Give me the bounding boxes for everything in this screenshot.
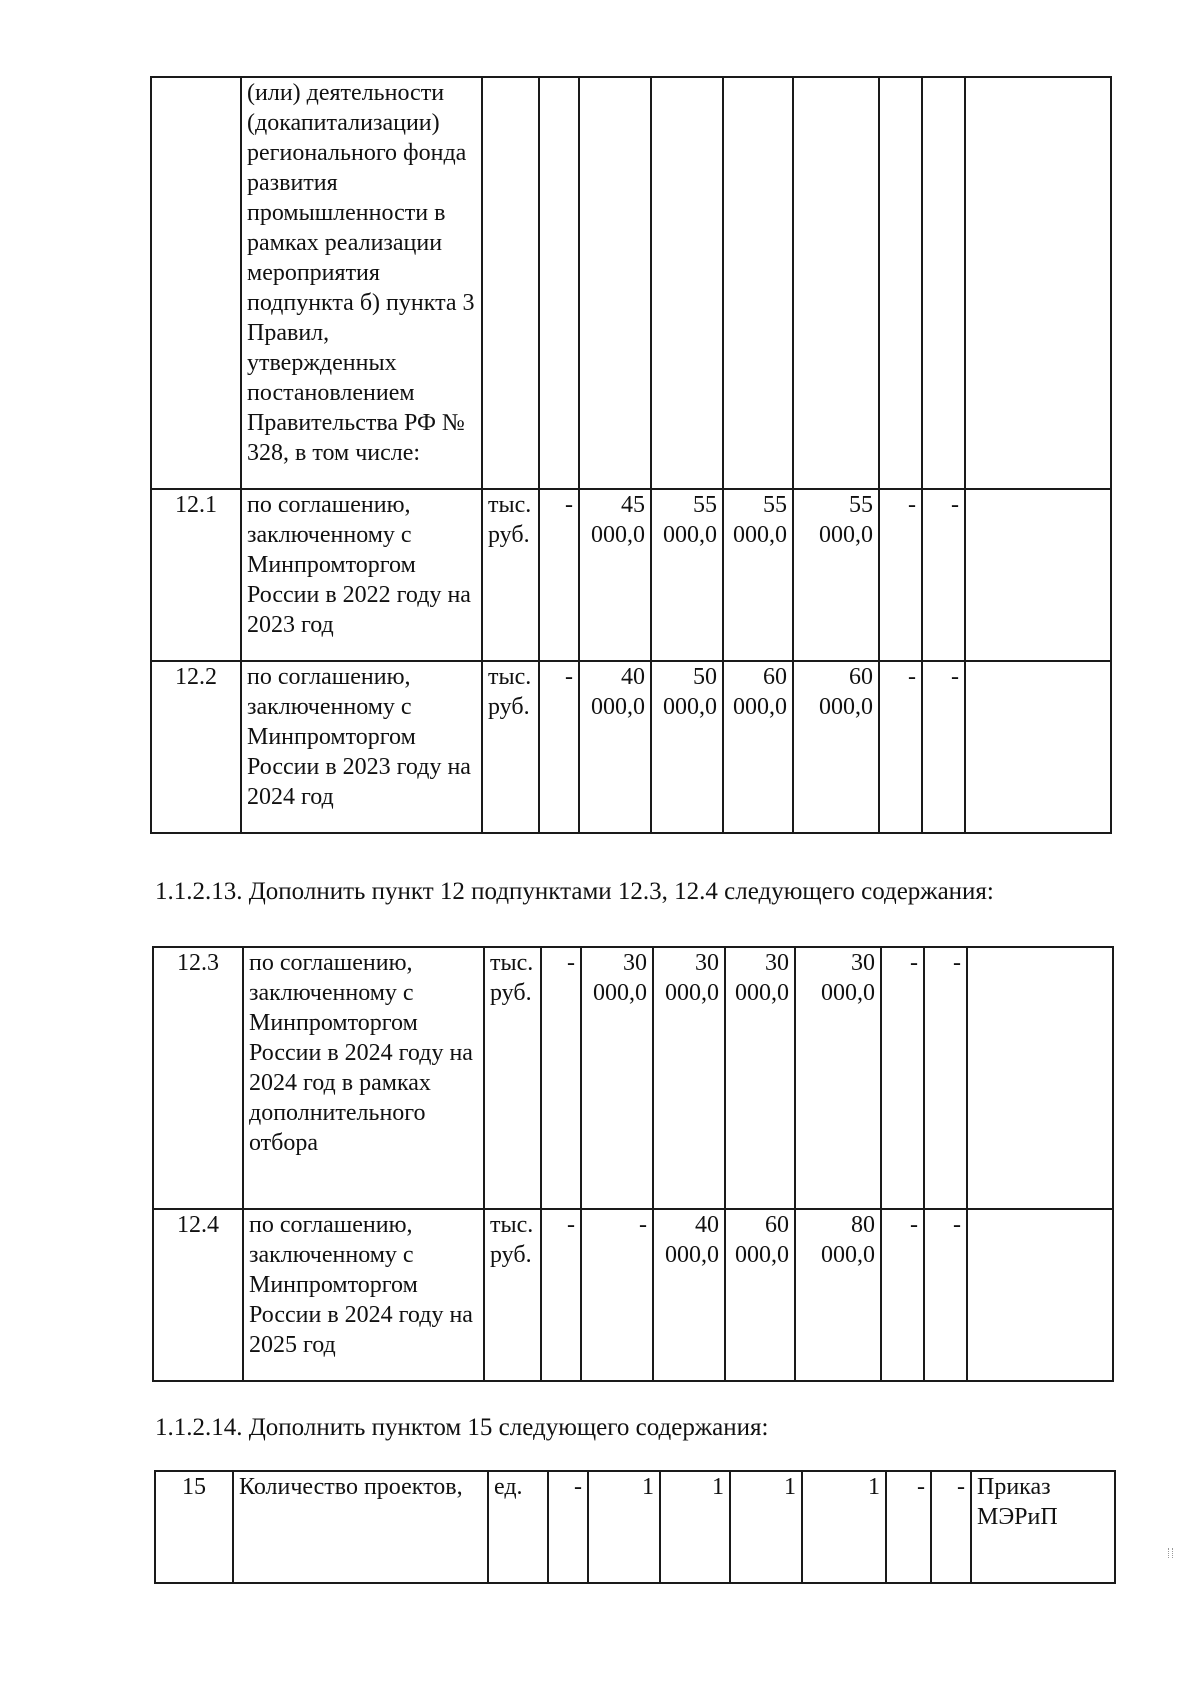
table-row <box>153 947 1113 1209</box>
row-number: 12.2 <box>151 661 241 833</box>
value-cell <box>579 77 651 489</box>
source-cell <box>967 1209 1113 1381</box>
indicator-name: по соглашению, заключенному с Минпромторгом России в 2024 году на 2024 год в рамках дополнительного отбора <box>243 947 484 1209</box>
value-col-4: 1 <box>730 1471 802 1583</box>
scan-edge-mark <box>1168 1548 1173 1558</box>
indicators-table-continued <box>150 76 1112 834</box>
value-col-6: - <box>886 1471 931 1583</box>
amendment-paragraph-1213: 1.1.2.13. Дополнить пункт 12 подпунктами 12.3, 12.4 следующего содержания: <box>155 878 994 905</box>
value-col-4: 55 000,0 <box>723 489 793 661</box>
source-cell <box>967 947 1113 1209</box>
indicator-name: по соглашению, заключенному с Минпромторгом России в 2024 году на 2025 год <box>243 1209 484 1381</box>
unit: тыс. руб. <box>484 1209 541 1381</box>
indicators-table-12-3-12-4 <box>152 946 1114 1382</box>
value-col-6: - <box>881 1209 924 1381</box>
unit: тыс. руб. <box>482 661 539 833</box>
source-cell <box>965 77 1111 489</box>
value-col-7: - <box>924 947 967 1209</box>
value-col-1: - <box>548 1471 588 1583</box>
value-col-3: 55 000,0 <box>651 489 723 661</box>
amendment-paragraph-1214: 1.1.2.14. Дополнить пунктом 15 следующего содержания: <box>155 1414 769 1441</box>
source-cell <box>965 661 1111 833</box>
source-cell <box>965 489 1111 661</box>
value-col-6: - <box>881 947 924 1209</box>
value-col-7: - <box>924 1209 967 1381</box>
value-cell <box>651 77 723 489</box>
value-col-3: 40 000,0 <box>653 1209 725 1381</box>
value-cell <box>793 77 879 489</box>
value-col-7: - <box>922 661 965 833</box>
source-document: Приказ МЭРиП <box>971 1471 1115 1583</box>
table-row <box>153 1209 1113 1381</box>
value-cell <box>723 77 793 489</box>
indicator-name: Количество проектов, <box>233 1471 488 1583</box>
value-col-3: 30 000,0 <box>653 947 725 1209</box>
value-col-4: 60 000,0 <box>723 661 793 833</box>
value-col-6: - <box>879 661 922 833</box>
value-col-5: 55 000,0 <box>793 489 879 661</box>
value-cell <box>922 77 965 489</box>
row-number: 15 <box>155 1471 233 1583</box>
row-number: 12.3 <box>153 947 243 1209</box>
unit-cell <box>482 77 539 489</box>
indicator-name: по соглашению, заключенному с Минпромторгом России в 2022 году на 2023 год <box>241 489 482 661</box>
value-col-4: 60 000,0 <box>725 1209 795 1381</box>
unit: тыс. руб. <box>484 947 541 1209</box>
value-col-1: - <box>539 661 579 833</box>
value-col-2: 1 <box>588 1471 660 1583</box>
row-number: 12.4 <box>153 1209 243 1381</box>
value-col-2: 30 000,0 <box>581 947 653 1209</box>
unit: тыс. руб. <box>482 489 539 661</box>
indicator-name: по соглашению, заключенному с Минпромторгом России в 2023 году на 2024 год <box>241 661 482 833</box>
value-col-2: 45 000,0 <box>579 489 651 661</box>
unit: ед. <box>488 1471 548 1583</box>
row-number-cell <box>151 77 241 489</box>
value-col-5: 80 000,0 <box>795 1209 881 1381</box>
value-col-5: 30 000,0 <box>795 947 881 1209</box>
value-col-1: - <box>541 1209 581 1381</box>
table-row <box>151 661 1111 833</box>
table-row <box>151 489 1111 661</box>
value-col-7: - <box>931 1471 971 1583</box>
value-col-4: 30 000,0 <box>725 947 795 1209</box>
value-col-7: - <box>922 489 965 661</box>
indicators-table-15 <box>154 1470 1116 1584</box>
table-row-continuation <box>151 77 1111 489</box>
value-col-5: 1 <box>802 1471 886 1583</box>
value-cell <box>539 77 579 489</box>
value-col-6: - <box>879 489 922 661</box>
indicator-name-continuation: (или) деятельности (докапитализации) регионального фонда развития промышленности в рамках реализации мероприятия подпункта б) пункта 3 Правил, утвержденных постановлением Правительства РФ № 328, в том числе: <box>241 77 482 489</box>
value-cell <box>879 77 922 489</box>
value-col-3: 1 <box>660 1471 730 1583</box>
value-col-2: - <box>581 1209 653 1381</box>
value-col-3: 50 000,0 <box>651 661 723 833</box>
row-number: 12.1 <box>151 489 241 661</box>
value-col-2: 40 000,0 <box>579 661 651 833</box>
value-col-1: - <box>541 947 581 1209</box>
table-row <box>155 1471 1115 1583</box>
value-col-1: - <box>539 489 579 661</box>
value-col-5: 60 000,0 <box>793 661 879 833</box>
